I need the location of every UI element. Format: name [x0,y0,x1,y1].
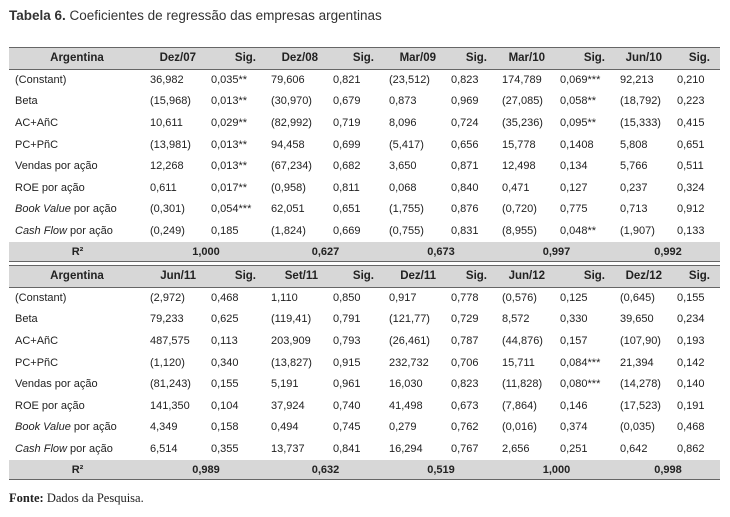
significance-cell: 0,080*** [555,373,615,395]
header-period: Jun/10 [615,48,672,70]
r-squared-row [9,460,720,480]
coefficient-cell: (0,645) [615,287,672,309]
coefficient-cell: (8,955) [497,220,555,242]
significance-cell: 0,142 [672,352,720,374]
row-label-main: Cash Flow [15,225,67,238]
significance-cell: 0,013** [206,155,266,177]
row-label [9,69,145,91]
row-label-suffix: por ação [66,225,113,238]
coefficient-cell: (0,720) [497,199,555,221]
significance-cell: 0,140 [672,373,720,395]
table-row [9,417,720,439]
row-label [9,395,145,417]
row-label [9,330,145,352]
significance-cell: 0,762 [446,417,497,439]
table-row [9,155,720,177]
significance-cell: 0,669 [328,220,384,242]
significance-cell: 0,125 [555,287,615,309]
table-row [9,395,720,417]
coefficient-cell: (18,792) [615,91,672,113]
coefficient-cell: 10,611 [145,112,206,134]
significance-cell: 0,915 [328,352,384,374]
r-squared-label: R² [9,460,145,480]
coefficient-cell: (0,035) [615,417,672,439]
coefficient-cell: (119,41) [266,309,328,331]
significance-cell: 0,673 [446,395,497,417]
significance-cell: 0,251 [555,438,615,460]
coefficient-cell: 0,237 [615,177,672,199]
significance-cell: 0,155 [206,373,266,395]
significance-cell: 0,374 [555,417,615,439]
significance-cell: 0,706 [446,352,497,374]
coefficient-cell: 0,713 [615,199,672,221]
significance-cell: 0,095** [555,112,615,134]
row-label-main: Book Value [15,203,71,216]
significance-cell: 0,811 [328,177,384,199]
significance-cell: 0,210 [672,69,720,91]
regression-table-2 [9,265,720,480]
coefficient-cell: 5,191 [266,373,328,395]
coefficient-cell: 0,471 [497,177,555,199]
coefficient-cell: 0,068 [384,177,446,199]
r-squared-value: 0,673 [384,242,497,262]
header-period: Dez/11 [384,266,446,288]
row-label-main: Book Value [15,421,71,434]
header-period: Dez/07 [145,48,206,70]
significance-cell: 0,823 [446,69,497,91]
coefficient-cell: 16,294 [384,438,446,460]
significance-cell: 0,013** [206,91,266,113]
significance-cell: 0,013** [206,134,266,156]
coefficient-cell: 41,498 [384,395,446,417]
row-label-main: PC+PñC [15,356,59,369]
significance-cell: 0,775 [555,199,615,221]
significance-cell: 0,158 [206,417,266,439]
table-row [9,352,720,374]
r-squared-value: 0,989 [145,460,266,480]
significance-cell: 0,069*** [555,69,615,91]
coefficient-cell: 487,575 [145,330,206,352]
coefficient-cell: 232,732 [384,352,446,374]
header-row [9,48,720,70]
coefficient-cell: 13,737 [266,438,328,460]
significance-cell: 0,415 [672,112,720,134]
coefficient-cell: 21,394 [615,352,672,374]
row-label [9,309,145,331]
coefficient-cell: (27,085) [497,91,555,113]
coefficient-cell: 92,213 [615,69,672,91]
coefficient-cell: 15,778 [497,134,555,156]
significance-cell: 0,234 [672,309,720,331]
coefficient-cell: 4,349 [145,417,206,439]
coefficient-cell: (0,958) [266,177,328,199]
table-caption [9,8,382,23]
significance-cell: 0,113 [206,330,266,352]
coefficient-cell: (13,981) [145,134,206,156]
coefficient-cell: 8,572 [497,309,555,331]
significance-cell: 0,054*** [206,199,266,221]
significance-cell: 0,468 [672,417,720,439]
header-period: Dez/12 [615,266,672,288]
header-sig: Sig. [206,48,266,70]
significance-cell: 0,778 [446,287,497,309]
coefficient-cell: (1,755) [384,199,446,221]
significance-cell: 0,127 [555,177,615,199]
significance-cell: 0,035** [206,69,266,91]
significance-cell: 0,876 [446,199,497,221]
row-label-suffix: por ação [70,421,117,434]
coefficient-cell: 37,924 [266,395,328,417]
coefficient-cell: 15,711 [497,352,555,374]
coefficient-cell: (1,907) [615,220,672,242]
significance-cell: 0,157 [555,330,615,352]
significance-cell: 0,840 [446,177,497,199]
row-label-main: Beta [15,313,38,326]
significance-cell: 0,656 [446,134,497,156]
coefficient-cell: (0,249) [145,220,206,242]
significance-cell: 0,679 [328,91,384,113]
coefficient-cell: 79,606 [266,69,328,91]
coefficient-cell: 12,268 [145,155,206,177]
table-row [9,91,720,113]
significance-cell: 0,511 [672,155,720,177]
row-label [9,155,145,177]
coefficient-cell: 0,279 [384,417,446,439]
row-label [9,112,145,134]
significance-cell: 0,1408 [555,134,615,156]
coefficient-cell: (15,968) [145,91,206,113]
r-squared-label: R² [9,242,145,262]
caption-label: Tabela 6. [9,8,66,23]
coefficient-cell: 94,458 [266,134,328,156]
header-period: Dez/08 [266,48,328,70]
table-row [9,287,720,309]
significance-cell: 0,340 [206,352,266,374]
significance-cell: 0,682 [328,155,384,177]
significance-cell: 0,969 [446,91,497,113]
coefficient-cell: (26,461) [384,330,446,352]
header-sig: Sig. [672,48,720,70]
coefficient-cell: 0,873 [384,91,446,113]
significance-cell: 0,699 [328,134,384,156]
significance-cell: 0,468 [206,287,266,309]
significance-cell: 0,912 [672,199,720,221]
row-label-suffix: por ação [70,203,117,216]
coefficient-cell: 79,233 [145,309,206,331]
row-label [9,417,145,439]
significance-cell: 0,831 [446,220,497,242]
coefficient-cell: 39,650 [615,309,672,331]
r-squared-value: 0,992 [615,242,720,262]
row-label [9,373,145,395]
coefficient-cell: (107,90) [615,330,672,352]
coefficient-cell: 0,642 [615,438,672,460]
row-label-main: AC+AñC [15,335,59,348]
row-label-main: PC+PñC [15,138,59,151]
header-period: Set/11 [266,266,328,288]
row-label-main: Vendas por ação [15,160,98,173]
row-label [9,220,145,242]
coefficient-cell: (7,864) [497,395,555,417]
header-sig: Sig. [672,266,720,288]
significance-cell: 0,793 [328,330,384,352]
row-label [9,199,145,221]
significance-cell: 0,651 [328,199,384,221]
header-sig: Sig. [328,266,384,288]
significance-cell: 0,193 [672,330,720,352]
coefficient-cell: (14,278) [615,373,672,395]
coefficient-cell: (0,016) [497,417,555,439]
significance-cell: 0,029** [206,112,266,134]
r-squared-value: 0,632 [266,460,384,480]
header-period: Jun/12 [497,266,555,288]
significance-cell: 0,745 [328,417,384,439]
coefficient-cell: 203,909 [266,330,328,352]
significance-cell: 0,841 [328,438,384,460]
significance-cell: 0,850 [328,287,384,309]
row-label-main: Beta [15,95,38,108]
significance-cell: 0,058** [555,91,615,113]
row-label-main: ROE por ação [15,181,85,194]
coefficient-cell: (11,828) [497,373,555,395]
row-label-main: (Constant) [15,291,67,304]
significance-cell: 0,185 [206,220,266,242]
coefficient-cell: 141,350 [145,395,206,417]
coefficient-cell: (67,234) [266,155,328,177]
header-sig: Sig. [555,266,615,288]
header-sig: Sig. [555,48,615,70]
table-row [9,112,720,134]
significance-cell: 0,134 [555,155,615,177]
coefficient-cell: (5,417) [384,134,446,156]
significance-cell: 0,017** [206,177,266,199]
significance-cell: 0,821 [328,69,384,91]
r-squared-value: 0,998 [615,460,720,480]
row-label-main: Cash Flow [15,443,67,456]
coefficient-cell: (2,972) [145,287,206,309]
coefficient-cell: (1,120) [145,352,206,374]
header-row [9,266,720,288]
coefficient-cell: 6,514 [145,438,206,460]
significance-cell: 0,625 [206,309,266,331]
table-row [9,69,720,91]
significance-cell: 0,961 [328,373,384,395]
caption-text: Coeficientes de regressão das empresas argentinas [65,8,382,23]
row-label-main: Vendas por ação [15,378,98,391]
significance-cell: 0,767 [446,438,497,460]
coefficient-cell: (0,301) [145,199,206,221]
significance-cell: 0,191 [672,395,720,417]
row-label-main: AC+AñC [15,117,59,130]
coefficient-cell: 16,030 [384,373,446,395]
significance-cell: 0,871 [446,155,497,177]
significance-cell: 0,823 [446,373,497,395]
coefficient-cell: (81,243) [145,373,206,395]
significance-cell: 0,104 [206,395,266,417]
significance-cell: 0,084*** [555,352,615,374]
table-row [9,438,720,460]
significance-cell: 0,787 [446,330,497,352]
coefficient-cell: (35,236) [497,112,555,134]
coefficient-cell: (82,992) [266,112,328,134]
significance-cell: 0,791 [328,309,384,331]
header-country: Argentina [9,48,145,70]
r-squared-value: 0,627 [266,242,384,262]
header-sig: Sig. [446,48,497,70]
regression-table-1 [9,47,720,262]
coefficient-cell: (15,333) [615,112,672,134]
r-squared-value: 0,519 [384,460,497,480]
coefficient-cell: 5,808 [615,134,672,156]
significance-cell: 0,223 [672,91,720,113]
table-row [9,373,720,395]
r-squared-value: 1,000 [497,460,615,480]
coefficient-cell: 0,494 [266,417,328,439]
coefficient-cell: 8,096 [384,112,446,134]
row-label-suffix: por ação [66,443,113,456]
significance-cell: 0,324 [672,177,720,199]
row-label [9,134,145,156]
header-sig: Sig. [328,48,384,70]
coefficient-cell: 174,789 [497,69,555,91]
row-label-main: ROE por ação [15,399,85,412]
coefficient-cell: 1,110 [266,287,328,309]
significance-cell: 0,146 [555,395,615,417]
source-label: Fonte: [9,491,44,505]
coefficient-cell: (1,824) [266,220,328,242]
significance-cell: 0,355 [206,438,266,460]
significance-cell: 0,740 [328,395,384,417]
coefficient-cell: 5,766 [615,155,672,177]
header-period: Jun/11 [145,266,206,288]
coefficient-cell: (0,755) [384,220,446,242]
table-row [9,177,720,199]
r-squared-value: 0,997 [497,242,615,262]
significance-cell: 0,330 [555,309,615,331]
significance-cell: 0,724 [446,112,497,134]
table-row [9,199,720,221]
table-row [9,330,720,352]
table-row [9,220,720,242]
coefficient-cell: (44,876) [497,330,555,352]
significance-cell: 0,862 [672,438,720,460]
coefficient-cell: 2,656 [497,438,555,460]
coefficient-cell: (23,512) [384,69,446,91]
header-country: Argentina [9,266,145,288]
table-row [9,134,720,156]
row-label [9,287,145,309]
row-label [9,352,145,374]
coefficient-cell: 62,051 [266,199,328,221]
r-squared-row [9,242,720,262]
source-text: Dados da Pesquisa. [43,491,144,505]
coefficient-cell: (17,523) [615,395,672,417]
r-squared-value: 1,000 [145,242,266,262]
header-sig: Sig. [206,266,266,288]
significance-cell: 0,155 [672,287,720,309]
coefficient-cell: 0,917 [384,287,446,309]
significance-cell: 0,651 [672,134,720,156]
coefficient-cell: 12,498 [497,155,555,177]
significance-cell: 0,133 [672,220,720,242]
significance-cell: 0,048** [555,220,615,242]
coefficient-cell: 36,982 [145,69,206,91]
significance-cell: 0,729 [446,309,497,331]
row-label-main: (Constant) [15,73,67,86]
coefficient-cell: (30,970) [266,91,328,113]
significance-cell: 0,719 [328,112,384,134]
coefficient-cell: 0,611 [145,177,206,199]
row-label [9,91,145,113]
source-note [9,491,144,506]
row-label [9,177,145,199]
coefficient-cell: (13,827) [266,352,328,374]
row-label [9,438,145,460]
coefficient-cell: (121,77) [384,309,446,331]
table-row [9,309,720,331]
header-period: Mar/09 [384,48,446,70]
header-sig: Sig. [446,266,497,288]
coefficient-cell: 3,650 [384,155,446,177]
coefficient-cell: (0,576) [497,287,555,309]
header-period: Mar/10 [497,48,555,70]
